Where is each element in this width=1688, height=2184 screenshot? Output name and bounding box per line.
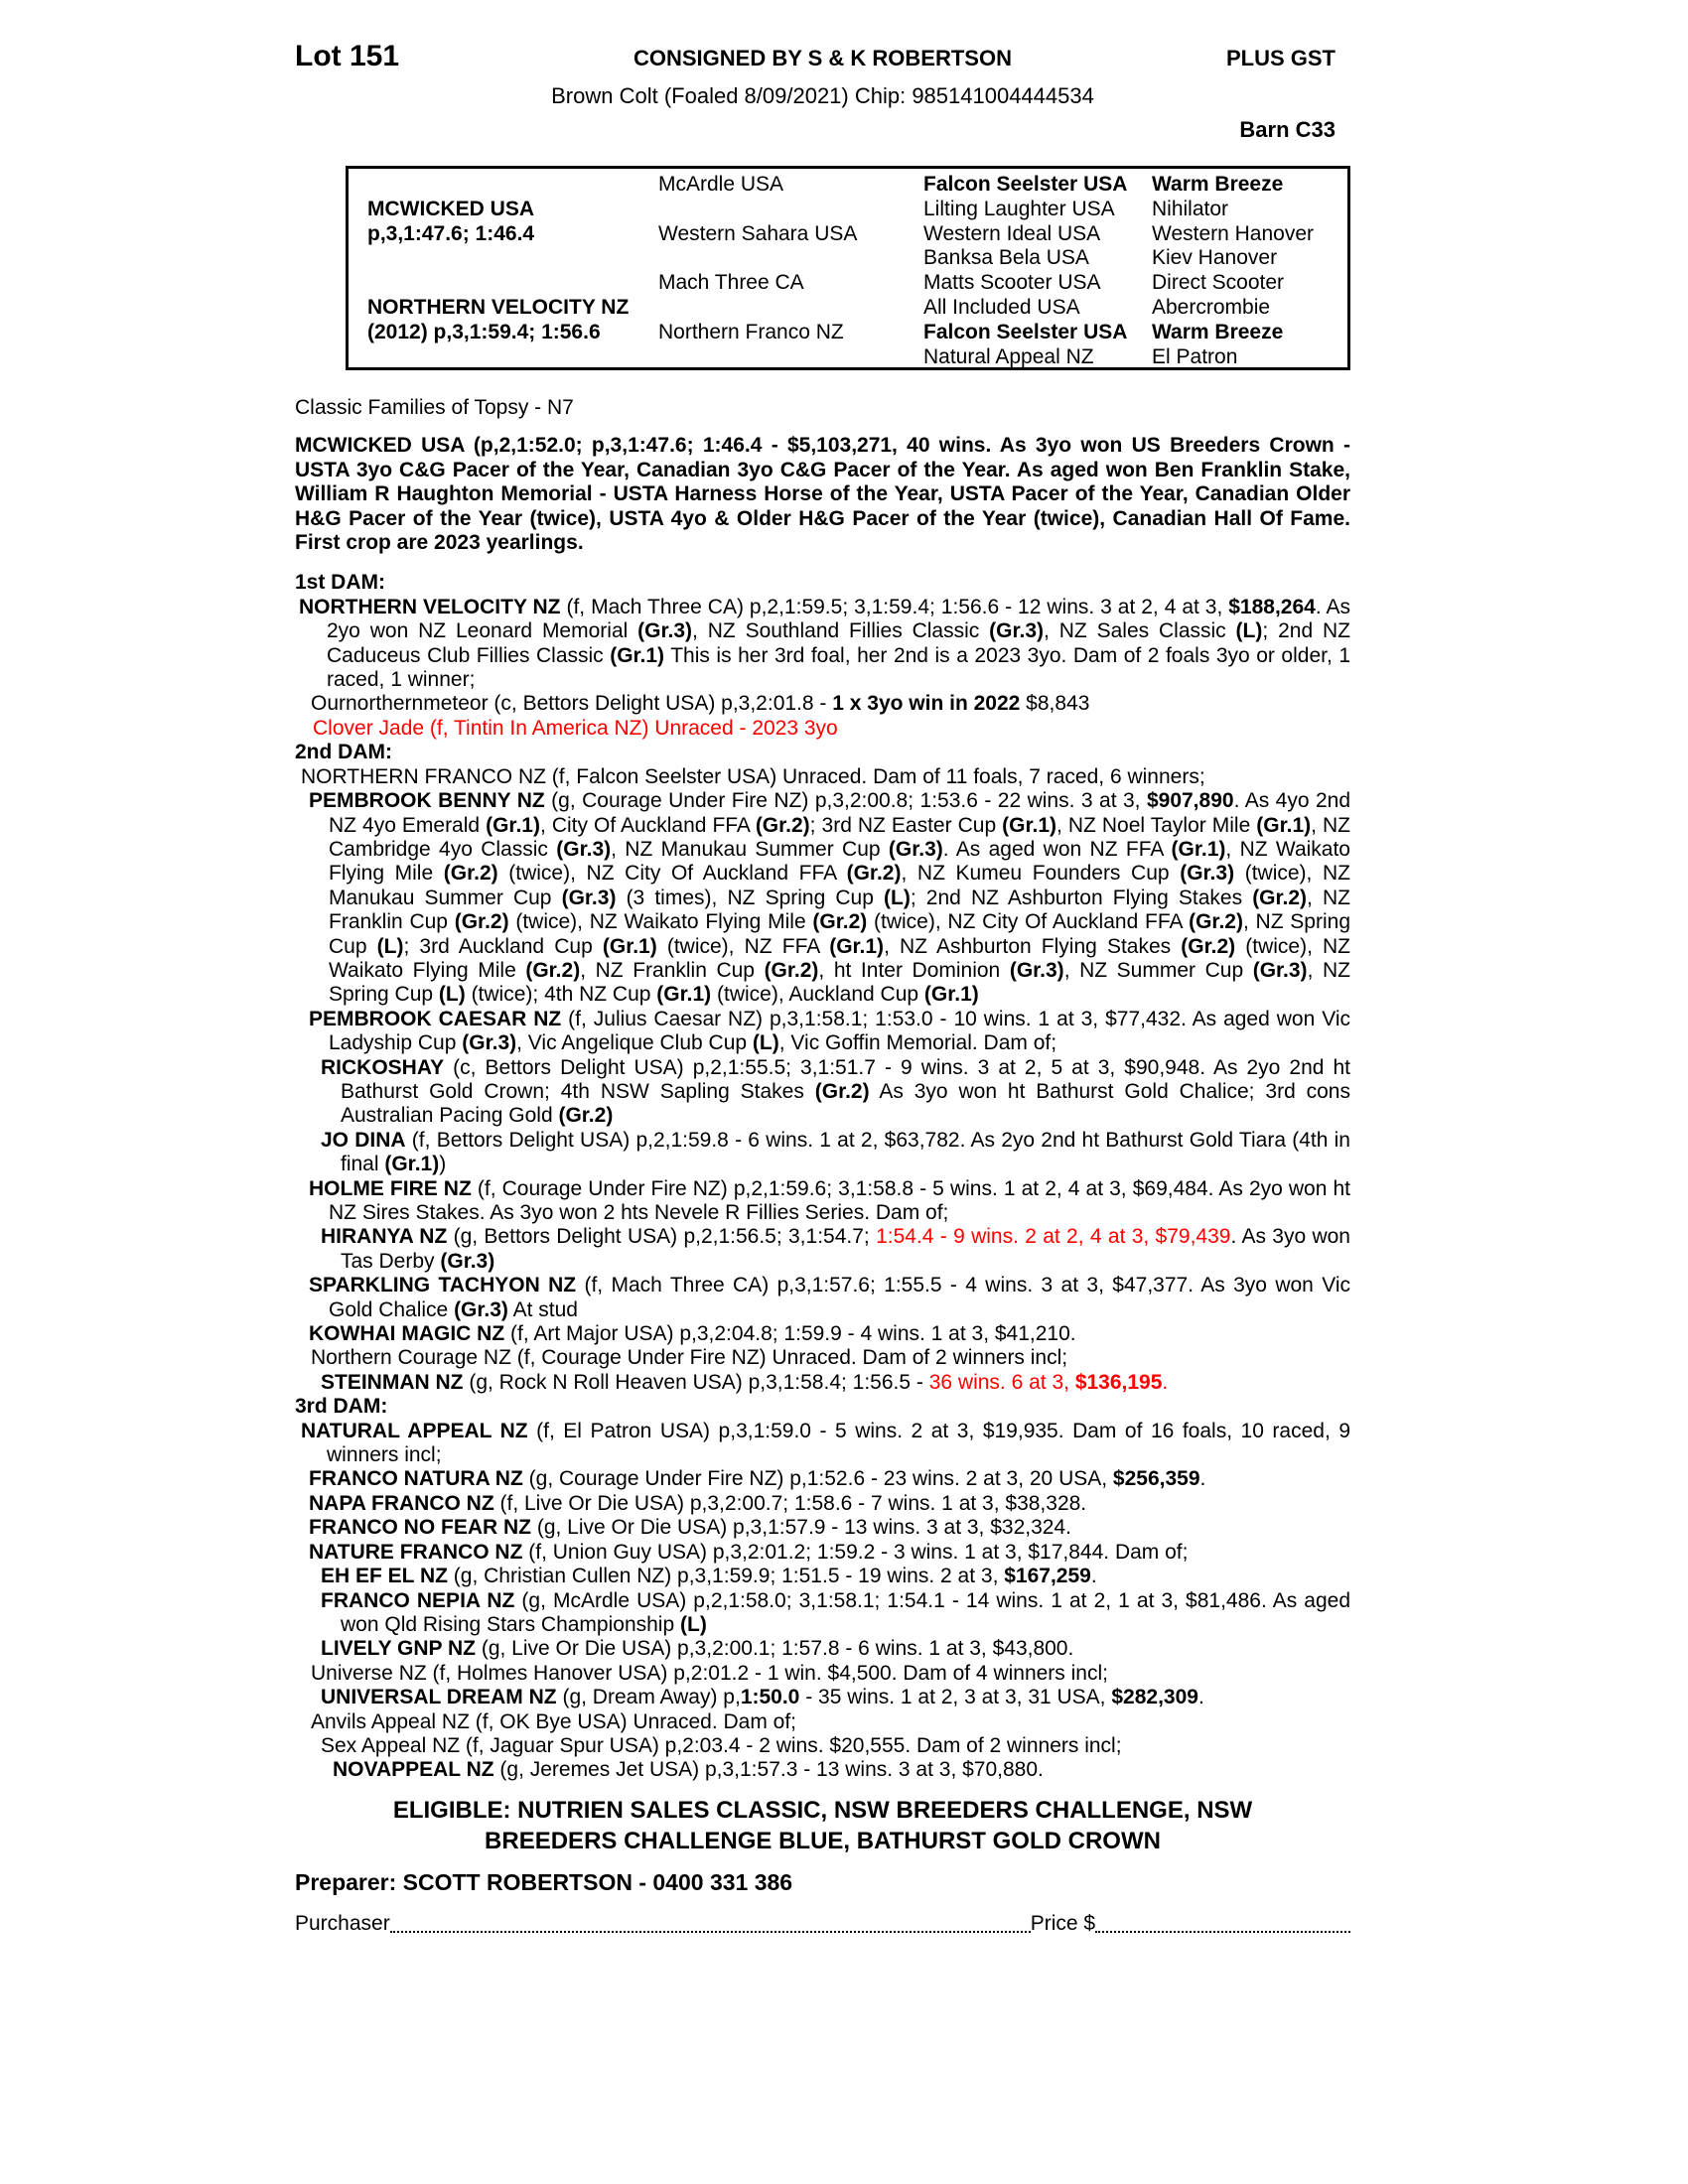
text-segment: FRANCO NATURA NZ bbox=[309, 1467, 523, 1491]
text-segment: (twice); 4th NZ Cup bbox=[465, 983, 657, 1007]
text-segment: (Gr.1) bbox=[1002, 813, 1057, 837]
gen4-ancestor: Western Hanover bbox=[1152, 221, 1315, 245]
gen3-ancestor: Lilting Laughter USA bbox=[923, 197, 1115, 220]
gen2-sire-dam: Western Sahara USA bbox=[658, 221, 858, 245]
lot-number: Lot 151 bbox=[295, 40, 400, 72]
eligibility-line: ELIGIBLE: NUTRIEN SALES CLASSIC, NSW BREEDERS CHALLENGE, NSW bbox=[392, 1796, 1253, 1824]
text-segment: (Gr.1) bbox=[602, 934, 657, 958]
entry-sex-appeal bbox=[295, 1734, 1350, 1758]
text-segment: KOWHAI MAGIC NZ bbox=[309, 1322, 505, 1346]
text-segment: (L) bbox=[1235, 619, 1263, 643]
text-segment: 1:50.0 bbox=[740, 1686, 800, 1709]
text-segment: NORTHERN FRANCO NZ (f, Falcon Seelster USA) Unraced. Dam of 11 foals, 7 raced, 6 winners; bbox=[301, 764, 1205, 788]
text-segment: NORTHERN VELOCITY NZ bbox=[299, 595, 561, 618]
text-segment: (Gr.1) bbox=[923, 983, 979, 1007]
text-segment: (Gr.2) bbox=[812, 910, 868, 934]
text-segment: (Gr.3) bbox=[556, 837, 612, 861]
text-segment: (f, Mach Three CA) p,3,1:57.6; 1:55.5 - 4 wins. 3 at 3, $47,377. As 3yo won Vic Gold Chalice bbox=[329, 1274, 1350, 1321]
text-segment: (g, Christian Cullen NZ) p,3,1:59.9; 1:51.5 - 19 wins. 2 at 3, bbox=[447, 1565, 1005, 1588]
gen2-dam-sire: Mach Three CA bbox=[658, 271, 804, 295]
text-segment: (twice), NZ Manukau Summer Cup bbox=[329, 862, 1350, 909]
text-segment: (Gr.3) bbox=[1009, 958, 1064, 982]
text-segment: (g, Jeremes Jet USA) p,3,1:57.3 - 13 wins. 3 at 3, $70,880. bbox=[493, 1758, 1044, 1782]
entry-novappeal bbox=[295, 1758, 1350, 1782]
text-segment: (f, Bettors Delight USA) p,2,1:59.8 - 6 wins. 1 at 2, $63,782. As 2yo 2nd ht Bathurst Gold Tiara (4th in final bbox=[341, 1128, 1350, 1176]
entry-holme-fire bbox=[295, 1177, 1350, 1226]
plus-gst-label: PLUS GST bbox=[1225, 46, 1336, 70]
text-segment: Sex Appeal NZ (f, Jaguar Spur USA) p,2:03.4 - 2 wins. $20,555. Dam of 2 winners incl; bbox=[321, 1733, 1122, 1757]
text-segment: 36 wins. 6 at 3, bbox=[928, 1370, 1075, 1394]
text-segment: , NZ Franklin Cup bbox=[329, 886, 1350, 934]
entry-universe bbox=[295, 1662, 1350, 1686]
text-segment: (Gr.3) bbox=[637, 619, 693, 643]
text-segment: (twice), Auckland Cup bbox=[711, 983, 924, 1007]
text-segment: $167,259 bbox=[1004, 1565, 1091, 1588]
text-segment: (3 times), NZ Spring Cup bbox=[616, 886, 885, 909]
gen3-ancestor: Banksa Bela USA bbox=[923, 246, 1089, 270]
text-segment: $8,843 bbox=[1020, 692, 1090, 716]
text-segment: (Gr.3) bbox=[454, 1297, 508, 1321]
dam-record: (2012) p,3,1:59.4; 1:56.6 bbox=[367, 320, 601, 343]
text-segment: (f, Julius Caesar NZ) p,3,1:58.1; 1:53.0 - 10 wins. 1 at 3, $77,432. As aged won Vic Ladyship Cup bbox=[329, 1007, 1350, 1055]
entry-steinman bbox=[295, 1371, 1350, 1395]
text-segment: , Vic Goffin Memorial. Dam of; bbox=[778, 1031, 1057, 1055]
text-segment: (L) bbox=[376, 934, 404, 958]
entry-pembrook-benny bbox=[295, 789, 1350, 1008]
sire-name: MCWICKED USA bbox=[367, 197, 534, 220]
family-line: Classic Families of Topsy - N7 bbox=[295, 396, 574, 419]
page-content bbox=[295, 396, 1350, 1937]
text-segment: FRANCO NEPIA NZ bbox=[321, 1588, 515, 1612]
price-fill-line[interactable] bbox=[1095, 1930, 1350, 1933]
text-segment: (Gr.2) bbox=[1189, 910, 1243, 934]
entry-kowhai-magic bbox=[295, 1322, 1350, 1346]
text-segment: - 35 wins. 1 at 2, 3 at 3, 31 USA, bbox=[799, 1686, 1112, 1709]
entry-lively-gnp bbox=[295, 1637, 1350, 1661]
entry-northern-velocity bbox=[295, 596, 1350, 693]
text-segment: (Gr.2) bbox=[755, 813, 810, 837]
entry-northern-courage bbox=[295, 1346, 1350, 1370]
text-segment: (twice), NZ Waikato Flying Mile bbox=[329, 934, 1351, 982]
text-segment: (twice), NZ FFA bbox=[656, 934, 830, 958]
text-segment: , Vic Angelique Club Cup bbox=[516, 1031, 753, 1055]
entry-ournorthernmeteor bbox=[295, 692, 1350, 716]
text-segment: 3rd DAM: bbox=[295, 1395, 388, 1419]
text-segment: , NZ Ashburton Flying Stakes bbox=[884, 934, 1182, 958]
text-segment: . bbox=[1197, 1686, 1204, 1709]
text-segment: , City Of Auckland FFA bbox=[539, 813, 756, 837]
entry-rickoshay bbox=[295, 1056, 1350, 1129]
text-segment: Ournorthernmeteor (c, Bettors Delight USA) p,3,2:01.8 - bbox=[311, 692, 833, 716]
text-segment: NAPA FRANCO NZ bbox=[309, 1491, 494, 1515]
text-segment: FRANCO NO FEAR NZ bbox=[309, 1516, 531, 1540]
text-segment: , NZ Cambridge 4yo Classic bbox=[329, 813, 1350, 861]
sire-summary-paragraph: MCWICKED USA (p,2,1:52.0; p,3,1:47.6; 1:46.4 - $5,103,271, 40 wins. As 3yo won US Breeders Crown - USTA 3yo C&G Pacer of the Year, Canadian 3yo C&G Pacer of the Year. As aged won Ben Franklin Stake, William R Haughton Memorial - USTA Harness Horse of the Year, USTA Pacer of the Year, Canadian Older H&G Pacer of the Year (twice), USTA 4yo & Older H&G Pacer of the Year (twice), Canadian Hall Of Fame. First crop are 2023 yearlings. bbox=[295, 434, 1350, 555]
text-segment: (f, El Patron USA) p,3,1:59.0 - 5 wins. 2 at 3, $19,935. Dam of 16 foals, 10 raced, 9 winners incl; bbox=[327, 1419, 1350, 1467]
gen4-ancestor: Kiev Hanover bbox=[1152, 246, 1278, 270]
text-segment: (c, Bettors Delight USA) p,2,1:55.5; 3,1:51.7 - 9 wins. 3 at 2, 5 at 3, $90,948. As 2yo 2nd ht Bathurst Gold Crown; 4th NSW Sapling Stakes bbox=[341, 1055, 1350, 1103]
text-segment: (g, Bettors Delight USA) p,2,1:56.5; 3,1:54.7; bbox=[447, 1225, 877, 1249]
text-segment: , NZ Summer Cup bbox=[1063, 958, 1253, 982]
text-segment: Universe NZ (f, Holmes Hanover USA) p,2:01.2 - 1 win. $4,500. Dam of 4 winners incl; bbox=[311, 1661, 1108, 1685]
text-segment: , NZ Sales Classic bbox=[1044, 619, 1236, 643]
text-segment: Clover Jade (f, Tintin In America NZ) Unraced - 2023 3yo bbox=[313, 716, 838, 740]
text-segment: (Gr.2) bbox=[846, 862, 902, 886]
gen4-ancestor: El Patron bbox=[1152, 344, 1238, 368]
text-segment: (f, Union Guy USA) p,3,2:01.2; 1:59.2 - 3 wins. 1 at 3, $17,844. Dam of; bbox=[522, 1540, 1189, 1564]
text-segment: (Gr.1) bbox=[610, 643, 665, 667]
text-segment: (Gr.1) bbox=[829, 934, 885, 958]
text-segment: . bbox=[1162, 1370, 1169, 1394]
text-segment: (f, Mach Three CA) p,2,1:59.5; 3,1:59.4; 1:56.6 - 12 wins. 3 at 2, 4 at 3, bbox=[560, 595, 1229, 618]
text-segment: (Gr.2) bbox=[454, 910, 509, 934]
text-segment: . bbox=[1199, 1467, 1206, 1491]
text-segment: Anvils Appeal NZ (f, OK Bye USA) Unraced. Dam of; bbox=[311, 1709, 797, 1733]
text-segment: , NZ Manukau Summer Cup bbox=[611, 837, 889, 861]
text-segment: At stud bbox=[507, 1297, 578, 1321]
purchaser-label: Purchaser bbox=[295, 1912, 390, 1936]
text-segment: (Gr.3) bbox=[1180, 862, 1235, 886]
gen3-ancestor: Natural Appeal NZ bbox=[923, 344, 1094, 368]
text-segment: (f, Live Or Die USA) p,3,2:00.7; 1:58.6 - 7 wins. 1 at 3, $38,328. bbox=[493, 1491, 1087, 1515]
text-segment: $256,359 bbox=[1112, 1467, 1200, 1491]
text-segment: ; 3rd NZ Easter Cup bbox=[809, 813, 1003, 837]
text-segment: (Gr.2) bbox=[558, 1104, 614, 1128]
text-segment: . As 4yo 2nd NZ 4yo Emerald bbox=[329, 789, 1350, 837]
gen3-ancestor: Falcon Seelster USA bbox=[923, 320, 1128, 343]
text-segment: (twice), NZ City Of Auckland FFA bbox=[867, 910, 1190, 934]
text-segment: PEMBROOK CAESAR NZ bbox=[309, 1007, 562, 1030]
text-segment: . As 2yo won NZ Leonard Memorial bbox=[327, 595, 1350, 643]
text-segment: (g, Dream Away) p, bbox=[556, 1686, 741, 1709]
text-segment: . bbox=[1090, 1565, 1097, 1588]
gen4-ancestor: Nihilator bbox=[1152, 197, 1229, 220]
gen2-sire-sire: McArdle USA bbox=[658, 173, 784, 196]
text-segment: (g, Live Or Die USA) p,3,1:57.9 - 13 wins. 3 at 3, $32,324. bbox=[531, 1516, 1071, 1540]
text-segment: (L) bbox=[680, 1612, 707, 1636]
text-segment: (Gr.2) bbox=[1252, 886, 1308, 909]
text-segment: UNIVERSAL DREAM NZ bbox=[321, 1686, 557, 1709]
entry-hiranya bbox=[295, 1225, 1350, 1274]
text-segment: (Gr.3) bbox=[1252, 958, 1308, 982]
preparer-line: Preparer: SCOTT ROBERTSON - 0400 331 386 bbox=[295, 1868, 793, 1895]
purchaser-fill-line[interactable] bbox=[390, 1930, 1031, 1933]
text-segment: JO DINA bbox=[321, 1128, 406, 1152]
pedigree-body bbox=[295, 571, 1350, 1782]
pedigree-table bbox=[346, 166, 1350, 370]
text-segment: HOLME FIRE NZ bbox=[309, 1176, 472, 1200]
text-segment: $282,309 bbox=[1111, 1686, 1198, 1709]
text-segment: (g, Rock N Roll Heaven USA) p,3,1:58.4; 1:56.5 - bbox=[463, 1370, 929, 1394]
text-segment: (twice), NZ City Of Auckland FFA bbox=[497, 862, 847, 886]
text-segment: (g, Courage Under Fire NZ) p,3,2:00.8; 1:53.6 - 22 wins. 3 at 3, bbox=[544, 789, 1147, 813]
text-segment: HIRANYA NZ bbox=[321, 1225, 448, 1249]
entry-napa-franco bbox=[295, 1492, 1350, 1516]
text-segment: 1:54.4 - 9 wins. 2 at 2, 4 at 3, $79,439 bbox=[876, 1225, 1231, 1249]
text-segment: PEMBROOK BENNY NZ bbox=[309, 789, 545, 813]
text-segment: (Gr.2) bbox=[1181, 934, 1236, 958]
text-segment: (Gr.2) bbox=[764, 958, 819, 982]
price-label: Price $ bbox=[1030, 1912, 1096, 1936]
entry-natural-appeal bbox=[295, 1420, 1350, 1468]
text-segment: , ht Inter Dominion bbox=[818, 958, 1010, 982]
text-segment: , NZ Franklin Cup bbox=[580, 958, 765, 982]
text-segment: SPARKLING TACHYON NZ bbox=[309, 1274, 577, 1297]
text-segment: EH EF EL NZ bbox=[321, 1565, 448, 1588]
text-segment: (Gr.1) bbox=[656, 983, 712, 1007]
entry-clover-jade bbox=[295, 717, 1350, 741]
heading-2nd-dam bbox=[295, 741, 1350, 764]
text-segment: (f, Courage Under Fire NZ) p,2,1:59.6; 3,1:58.8 - 5 wins. 1 at 2, 4 at 3, $69,484. As 2yo won ht NZ Sires Stakes. As 3yo won 2 hts Nevele R Fillies Series. Dam of; bbox=[329, 1176, 1351, 1224]
text-segment: (Gr.1) bbox=[486, 813, 540, 837]
text-segment: , NZ Noel Taylor Mile bbox=[1056, 813, 1257, 837]
entry-sparkling-tachyon bbox=[295, 1274, 1350, 1322]
entry-pembrook-caesar bbox=[295, 1008, 1350, 1056]
text-segment: (Gr.2) bbox=[814, 1079, 870, 1103]
text-segment: STEINMAN NZ bbox=[321, 1370, 464, 1394]
heading-1st-dam bbox=[295, 571, 1350, 595]
gen4-ancestor: Warm Breeze bbox=[1152, 173, 1284, 196]
text-segment: 2nd DAM: bbox=[295, 741, 392, 764]
text-segment: NATURE FRANCO NZ bbox=[309, 1540, 523, 1564]
text-segment: ) bbox=[439, 1153, 447, 1176]
text-segment: , NZ Spring Cup bbox=[329, 910, 1351, 958]
entry-franco-natura bbox=[295, 1467, 1350, 1491]
dam-name: NORTHERN VELOCITY NZ bbox=[367, 295, 630, 319]
eligibility-line: BREEDERS CHALLENGE BLUE, BATHURST GOLD CROWN bbox=[485, 1827, 1161, 1854]
text-segment: (f, Art Major USA) p,3,2:04.8; 1:59.9 - 4 wins. 1 at 3, $41,210. bbox=[504, 1322, 1076, 1346]
text-segment: 1 x 3yo win in 2022 bbox=[832, 692, 1021, 716]
sire-record: p,3,1:47.6; 1:46.4 bbox=[367, 221, 535, 245]
text-segment: $136,195 bbox=[1074, 1370, 1163, 1394]
text-segment: ; 3rd Auckland Cup bbox=[403, 934, 603, 958]
text-segment: LIVELY GNP NZ bbox=[321, 1637, 476, 1661]
text-segment: (Gr.3) bbox=[440, 1249, 495, 1273]
text-segment: (Gr.1) bbox=[1171, 837, 1226, 861]
text-segment: NATURAL APPEAL NZ bbox=[301, 1419, 528, 1442]
text-segment: . As aged won NZ FFA bbox=[942, 837, 1172, 861]
entry-northern-franco bbox=[295, 765, 1350, 789]
entry-jo-dina bbox=[295, 1129, 1350, 1177]
horse-description: Brown Colt (Foaled 8/09/2021) Chip: 985141004444534 bbox=[551, 83, 1094, 108]
text-segment: NOVAPPEAL NZ bbox=[333, 1758, 494, 1782]
gen3-ancestor: Falcon Seelster USA bbox=[923, 173, 1128, 196]
text-segment: . As 3yo won Tas Derby bbox=[341, 1225, 1350, 1273]
text-segment: (L) bbox=[884, 886, 911, 909]
entry-franco-no-fear bbox=[295, 1516, 1350, 1540]
text-segment: (Gr.2) bbox=[525, 958, 581, 982]
eligibility-block bbox=[295, 1795, 1350, 1856]
text-segment: , NZ Spring Cup bbox=[329, 958, 1350, 1007]
text-segment: , NZ Kumeu Founders Cup bbox=[901, 862, 1181, 886]
gen3-ancestor: Matts Scooter USA bbox=[923, 271, 1101, 295]
text-segment: (Gr.3) bbox=[561, 886, 617, 909]
gen4-ancestor: Warm Breeze bbox=[1152, 320, 1284, 343]
text-segment: (L) bbox=[438, 983, 466, 1007]
entry-anvils-appeal bbox=[295, 1710, 1350, 1734]
text-segment: (Gr.3) bbox=[989, 619, 1045, 643]
text-segment: , NZ Waikato Flying Mile bbox=[329, 837, 1350, 886]
gen2-dam-dam: Northern Franco NZ bbox=[658, 320, 844, 343]
gen3-ancestor: All Included USA bbox=[923, 295, 1080, 319]
barn-number: Barn C33 bbox=[1239, 117, 1336, 142]
text-segment: (Gr.1) bbox=[1256, 813, 1312, 837]
text-segment: (g, Live Or Die USA) p,3,2:00.1; 1:57.8 - 6 wins. 1 at 3, $43,800. bbox=[476, 1637, 1074, 1661]
text-segment: , NZ Southland Fillies Classic bbox=[692, 619, 990, 643]
entry-nature-franco bbox=[295, 1541, 1350, 1565]
text-segment: ; 2nd NZ Caduceus Club Fillies Classic bbox=[327, 619, 1350, 667]
text-segment: $907,890 bbox=[1146, 789, 1234, 813]
text-segment: This is her 3rd foal, her 2nd is a 2023 3yo. Dam of 2 foals 3yo or older, 1 raced, 1 winner; bbox=[327, 643, 1351, 692]
purchaser-line bbox=[295, 1912, 1350, 1936]
text-segment: (twice), NZ Waikato Flying Mile bbox=[508, 910, 813, 934]
text-segment: (Gr.2) bbox=[443, 862, 498, 886]
text-segment: $188,264 bbox=[1228, 595, 1316, 618]
text-segment: (Gr.3) bbox=[888, 837, 943, 861]
text-segment: (Gr.1) bbox=[384, 1153, 440, 1176]
text-segment: 1st DAM: bbox=[295, 571, 386, 595]
text-segment: (L) bbox=[752, 1031, 779, 1055]
entry-eh-ef-el bbox=[295, 1565, 1350, 1588]
text-segment: (g, McArdle USA) p,2,1:58.0; 3,1:58.1; 1:54.1 - 14 wins. 1 at 2, 1 at 3, $81,486. As aged won Qld Rising Stars Championship bbox=[341, 1588, 1350, 1636]
gen3-ancestor: Western Ideal USA bbox=[923, 221, 1101, 245]
text-segment: As 3yo won ht Bathurst Gold Chalice; 3rd cons Australian Pacing Gold bbox=[341, 1079, 1350, 1128]
gen4-ancestor: Direct Scooter bbox=[1152, 271, 1285, 295]
text-segment: RICKOSHAY bbox=[321, 1055, 445, 1079]
text-segment: (Gr.3) bbox=[462, 1031, 517, 1055]
consignor-line: CONSIGNED BY S & K ROBERTSON bbox=[633, 46, 1012, 70]
gen4-ancestor: Abercrombie bbox=[1152, 295, 1271, 319]
text-segment: ; 2nd NZ Ashburton Flying Stakes bbox=[910, 886, 1253, 909]
text-segment: (g, Courage Under Fire NZ) p,1:52.6 - 23 wins. 2 at 3, 20 USA, bbox=[522, 1467, 1113, 1491]
entry-universal-dream bbox=[295, 1686, 1350, 1709]
text-segment: Northern Courage NZ (f, Courage Under Fire NZ) Unraced. Dam of 2 winners incl; bbox=[311, 1346, 1068, 1370]
heading-3rd-dam bbox=[295, 1395, 1350, 1419]
entry-franco-nepia bbox=[295, 1589, 1350, 1638]
